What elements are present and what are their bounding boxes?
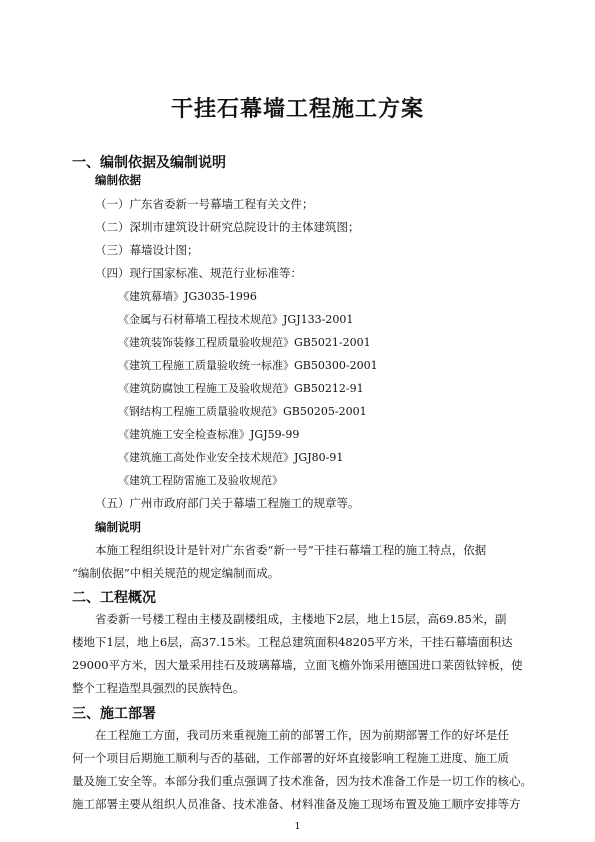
document-title: 干挂石幕墙工程施工方案 — [170, 97, 424, 122]
overview-text-line: 29000平方米，因大量采用挂石及玻璃幕墙，立面飞檐外饰采用德国进口莱茵钛锌板，使 — [72, 658, 523, 672]
section-heading-2: 二、工程概况 — [72, 590, 156, 606]
basis-item-1: （一）广东省委新一号幕墙工程有关文件； — [95, 197, 314, 211]
basis-item-3: （三）幕墙设计图； — [95, 243, 199, 257]
section-heading-1: 一、编制依据及编制说明 — [72, 155, 226, 171]
overview-text-line: 整个工程造型具强烈的民族特色。 — [72, 681, 245, 695]
basis-item-5: （五）广州市政府部门关于幕墙工程施工的规章等。 — [95, 496, 360, 510]
standard-item: 《建筑施工安全检查标准》JGJ59-99 — [118, 428, 300, 441]
deployment-text-line: 何一个项目后期施工顺利与否的基础，工作部署的好坏直接影响工程施工进度、施工质 — [72, 751, 509, 765]
standard-item: 《钢结构工程施工质量验收规范》GB50205-2001 — [118, 405, 367, 418]
standard-item: 《建筑幕墙》JG3035-1996 — [118, 290, 257, 303]
standard-item: 《建筑装饰装修工程质量验收规范》GB5021-2001 — [118, 336, 371, 349]
standard-item: 《建筑工程施工质量验收统一标准》GB50300-2001 — [118, 359, 378, 372]
page-number: 1 — [294, 822, 301, 832]
standard-item: 《建筑施工高处作业安全技术规范》JGJ80-91 — [118, 451, 344, 464]
overview-text-line: 楼地下1层，地上6层，高37.15米。工程总建筑面积48205平方米，干挂石幕墙面积达 — [72, 635, 513, 649]
deployment-text-line: 量及施工安全等。本部分我们重点强调了技术准备，因为技术准备工作是一切工作的核心。 — [72, 774, 532, 788]
standard-item: 《建筑工程防雷施工及验收规范》 — [118, 474, 283, 487]
section-heading-3: 三、施工部署 — [72, 706, 156, 722]
deployment-text-line: 施工部署主要从组织人员准备、技术准备、材料准备及施工现场布置及施工顺序安排等方 — [72, 797, 521, 811]
overview-text-line: 省委新一号楼工程由主楼及副楼组成，主楼地下2层，地上15层，高69.85米，副 — [95, 612, 507, 626]
basis-item-2: （二）深圳市建筑设计研究总院设计的主体建筑图； — [95, 220, 360, 234]
basis-item-4: （四）现行国家标准、规范行业标准等： — [95, 266, 302, 280]
notes-text-line: “编制依据”中相关规范的规定编制而成。 — [72, 566, 280, 580]
subheading-basis: 编制依据 — [95, 173, 141, 187]
subheading-notes: 编制说明 — [95, 520, 141, 534]
deployment-text-line: 在工程施工方面，我司历来重视施工前的部署工作，因为前期部署工作的好坏是任 — [95, 728, 509, 742]
standard-item: 《建筑防腐蚀工程施工及验收规范》GB50212-91 — [118, 382, 364, 395]
standard-item: 《金属与石材幕墙工程技术规范》JGJ133-2001 — [118, 313, 354, 326]
notes-text-line: 本施工程组织设计是针对广东省委“新一号”干挂石幕墙工程的施工特点，依据 — [95, 543, 487, 557]
